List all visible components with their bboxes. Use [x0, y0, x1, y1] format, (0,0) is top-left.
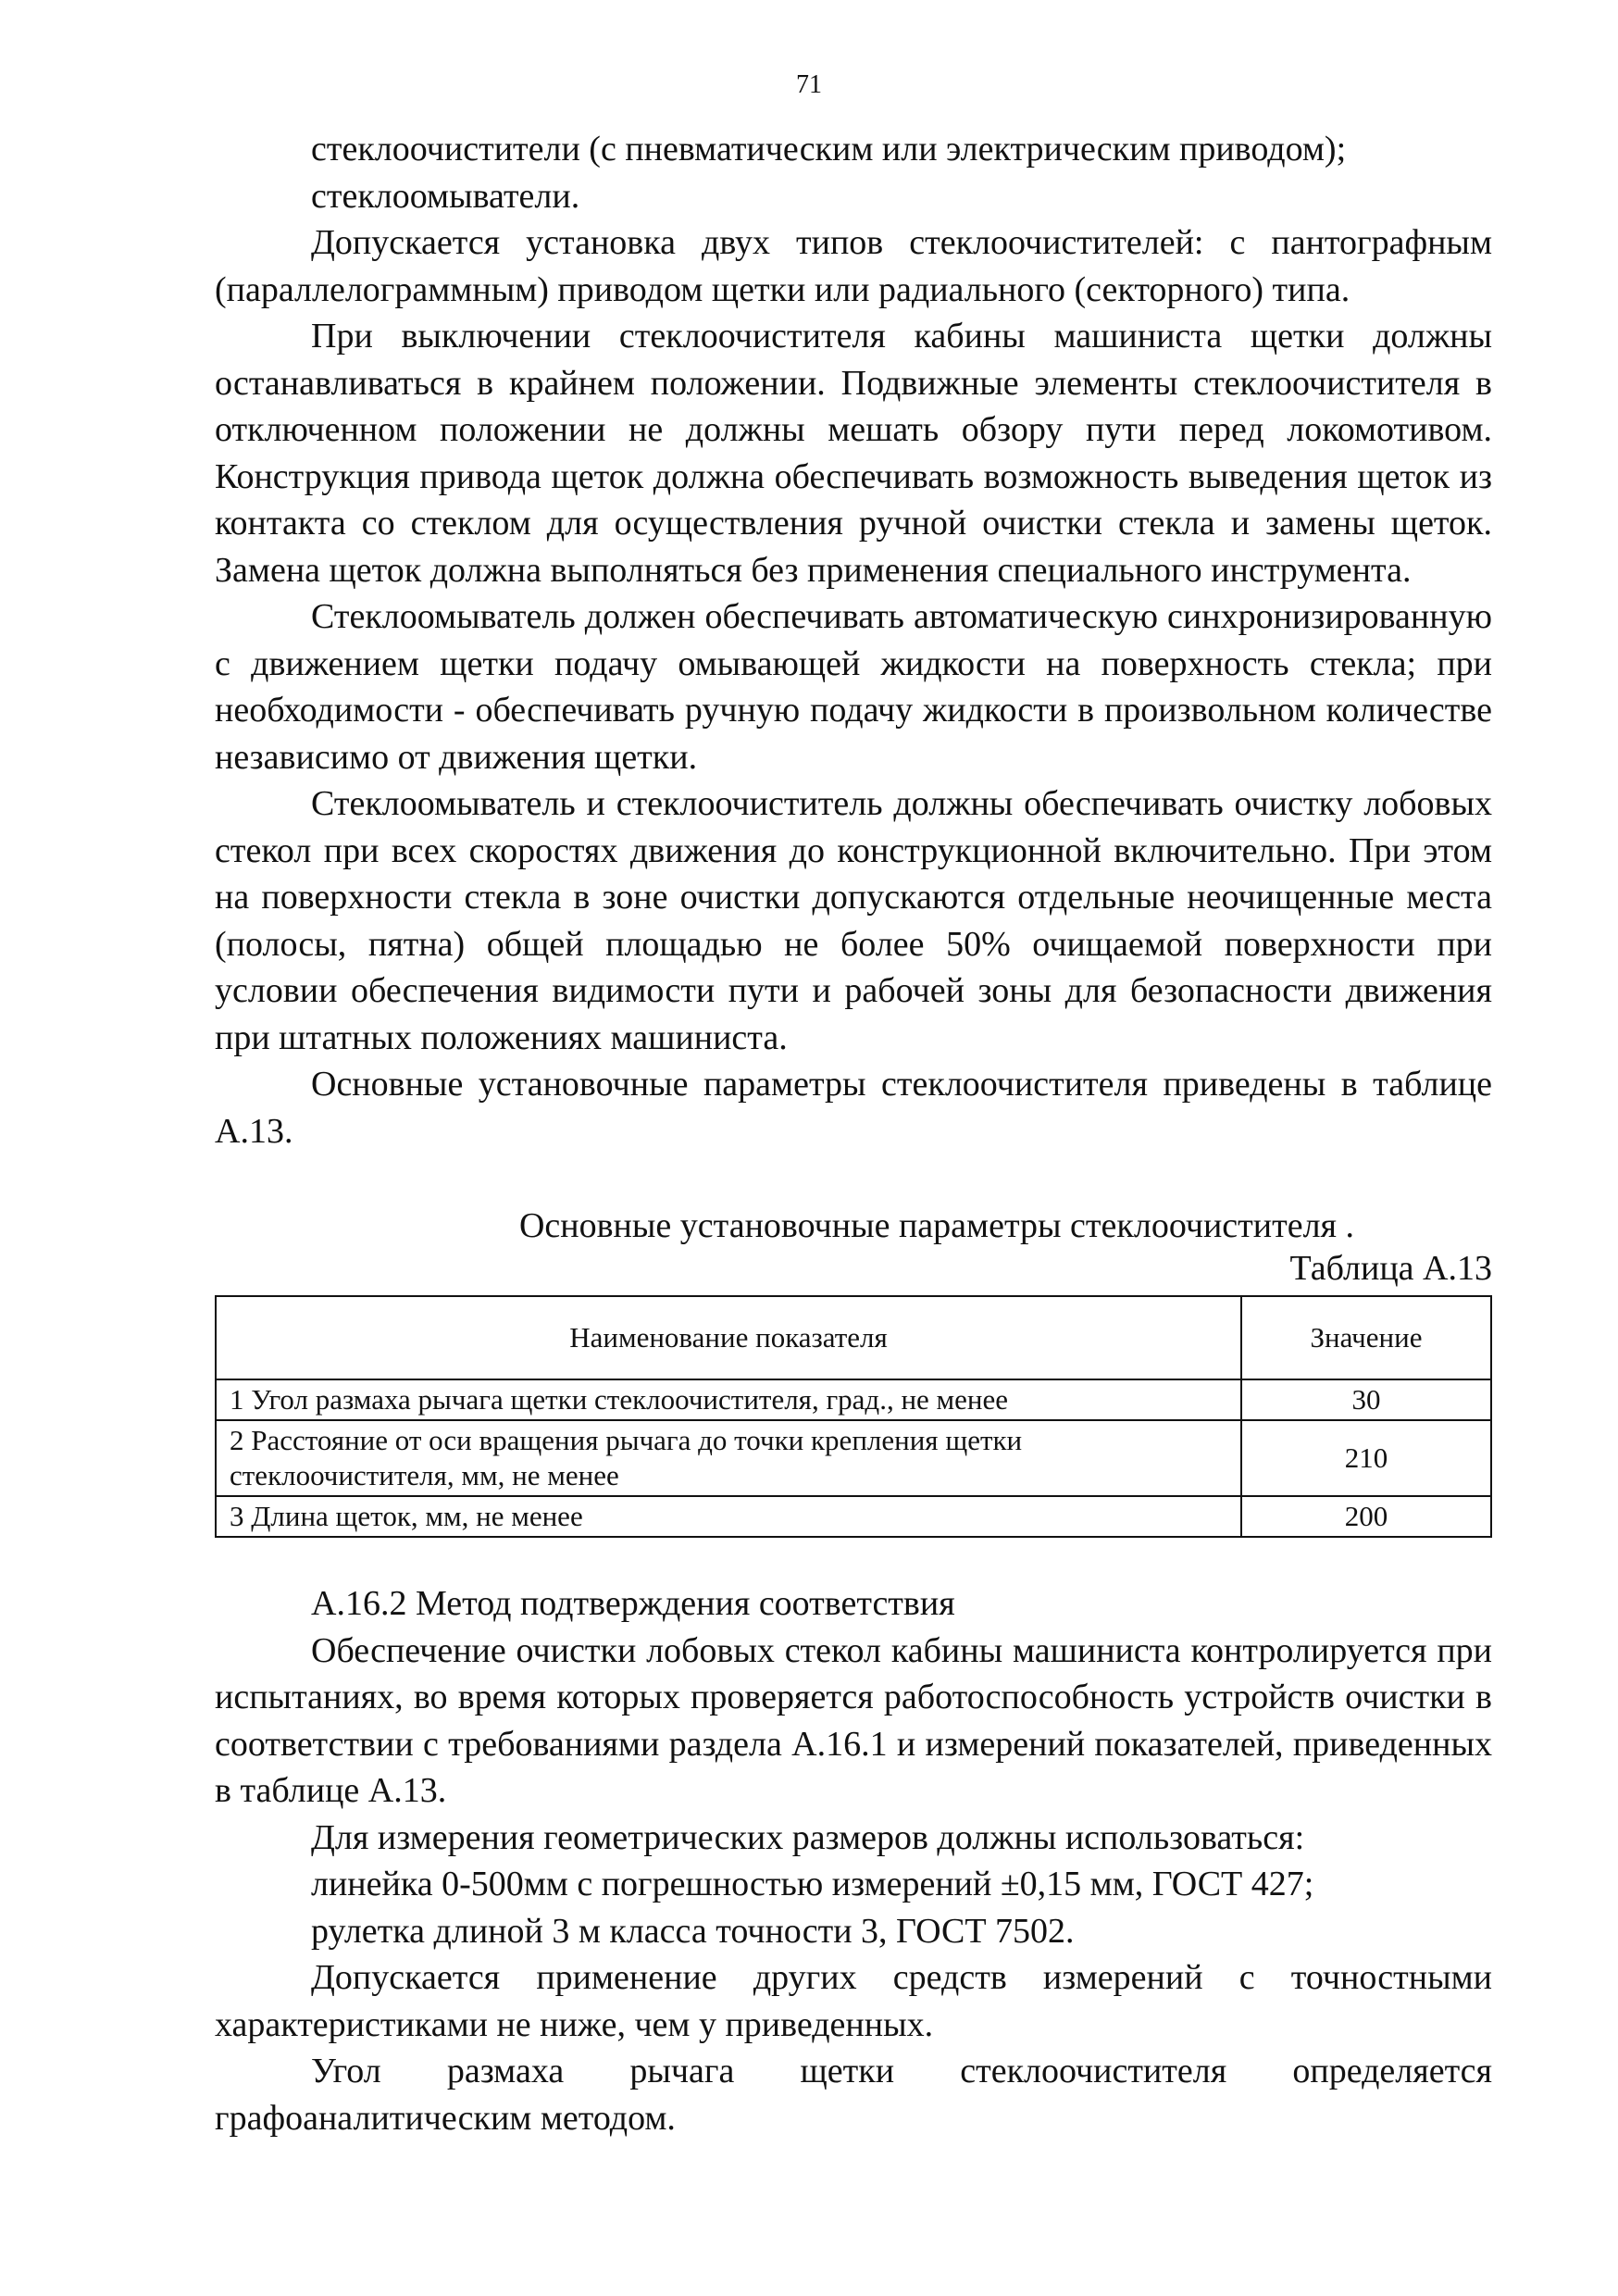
row-value: 210 [1241, 1420, 1491, 1496]
table-caption: Основные установочные параметры стеклоочистителя . [518, 1206, 1355, 1245]
row-name: 2 Расстояние от оси вращения рычага до точки крепления щетки стеклоочистителя, мм, не менее [216, 1420, 1241, 1496]
paragraph: Допускается применение других средств измерений с точностными характеристиками не ниже, чем у приведенных. [215, 1958, 1492, 2044]
table-row [216, 1379, 1491, 1420]
paragraph: Угол размаха рычага щетки стеклоочистителя определяется графоаналитическим методом. [215, 2052, 1492, 2138]
paragraphs-bottom [215, 1580, 1492, 2141]
paragraph: Стеклоомыватель должен обеспечивать автоматическую синхронизированную с движением щетки подачу омывающей жидкости на поверхность стекла; при необходимости - обеспечивать ручную подачу жидкости в произвольном количестве независимо от движения щетки. [215, 597, 1492, 777]
table-row [216, 1496, 1491, 1537]
paragraph: Стеклоомыватель и стеклоочиститель должны обеспечивать очистку лобовых стекол при всех скоростях движения до конструкционной включительно. При этом на поверхности стекла в зоне очистки допускаются отдельные неочищенные места (полосы, пятна) общей площадью не более 50% очищаемой поверхности при условии обеспечения видимости пути и рабочей зоны для безопасности движения при штатных положениях машиниста. [215, 784, 1492, 1057]
list-item: линейка 0-500мм с погрешностью измерений ±0,15 мм, ГОСТ 427; [311, 1865, 1314, 1903]
parameters-table [215, 1295, 1492, 1538]
header-value: Значение [1241, 1296, 1491, 1379]
row-value: 200 [1241, 1496, 1491, 1537]
header-name: Наименование показателя [216, 1296, 1241, 1379]
paragraph: стеклоомыватели. [311, 176, 580, 216]
paragraph: Для измерения геометрических размеров должны использоваться: [311, 1817, 1305, 1857]
paragraph: При выключении стеклоочистителя кабины машиниста щетки должны останавливаться в крайнем положении. Подвижные элементы стеклоочистителя в отключенном положении не должны мешать обзору пути перед локомотивом. Конструкция привода щеток должна обеспечивать возможность выведения щеток из контакта со стеклом для осуществления ручной очистки стекла и замены щеток. Замена щеток должна выполняться без применения специального инструмента. [215, 317, 1492, 590]
paragraph: Основные установочные параметры стеклоочистителя приведены в таблице А.13. [215, 1065, 1492, 1151]
row-value: 30 [1241, 1379, 1491, 1420]
paragraph: Допускается установка двух типов стеклоочистителей: с пантографным (параллелограммным) приводом щетки или радиального (секторного) типа. [215, 223, 1492, 309]
list-item: рулетка длиной 3 м класса точности 3, ГОСТ 7502. [311, 1911, 1075, 1951]
table-row [216, 1420, 1491, 1496]
paragraphs-top [215, 126, 1492, 1154]
table-label: Таблица А.13 [1289, 1249, 1492, 1288]
page-number: 71 [796, 70, 822, 99]
paragraph: Обеспечение очистки лобовых стекол кабины машиниста контролируется при испытаниях, во время которых проверяется работоспособность устройств очистки в соответствии с требованиями раздела А.16.1 и измерений показателей, приведенных в таблице А.13. [215, 1630, 1492, 1810]
table-header-row [216, 1296, 1491, 1379]
section-heading: А.16.2 Метод подтверждения соответствия [311, 1584, 955, 1623]
document-body [215, 126, 1492, 2141]
paragraph: стеклоочистители (с пневматическим или электрическим приводом); [311, 130, 1347, 168]
row-name: 3 Длина щеток, мм, не менее [216, 1496, 1241, 1537]
row-name: 1 Угол размаха рычага щетки стеклоочистителя, град., не менее [216, 1379, 1241, 1420]
